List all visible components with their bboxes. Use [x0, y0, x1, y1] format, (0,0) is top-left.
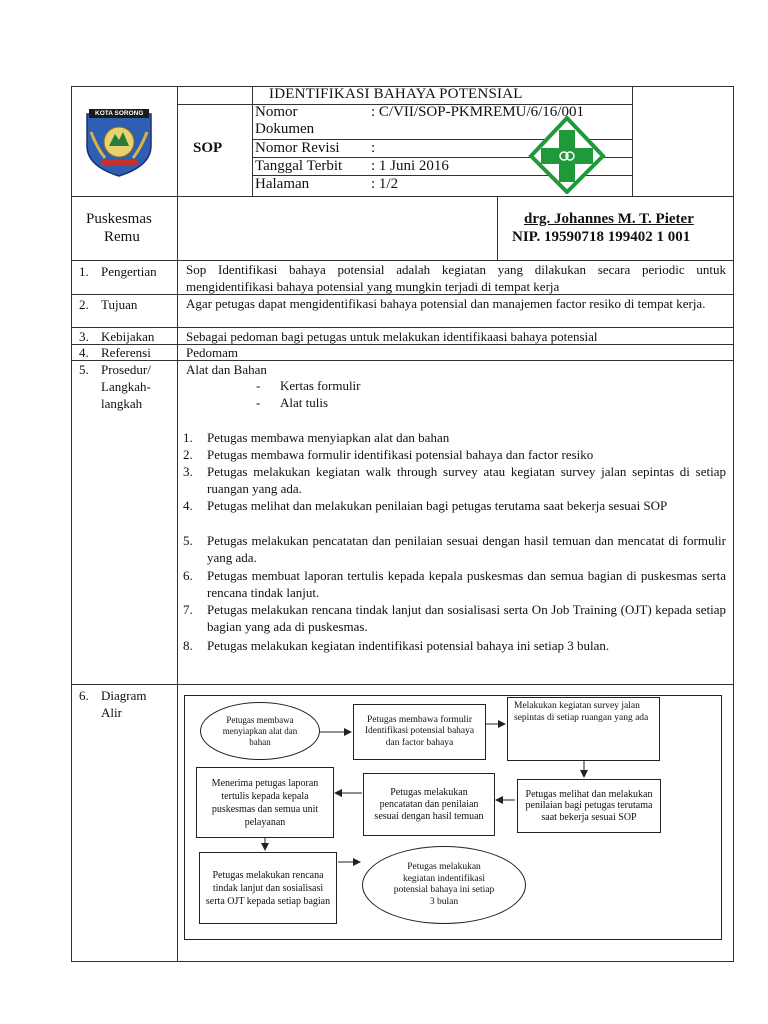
document-title: IDENTIFIKASI BAHAYA POTENSIAL — [269, 86, 523, 102]
section-text: Sebagai pedoman bagi petugas untuk melakukan identifikaasi bahaya potensial — [186, 329, 598, 344]
section-text: Pedomam — [186, 345, 238, 360]
field-label-tanggal-terbit: Tanggal Terbit — [255, 158, 343, 174]
flow-node: Petugas melihat dan melakukan penilaian bagi petugas terutama saat bekerja sesuai SOP — [517, 779, 661, 833]
field-label-nomor: Nomor — [255, 104, 298, 120]
section-label-line1: Diagram — [101, 688, 147, 703]
tools-bullet: - — [256, 378, 261, 393]
section-label-line1: Prosedur/ — [101, 362, 151, 377]
step-number: 1. — [183, 430, 193, 445]
flow-node: Petugas melakukan pencatatan dan penilaian sesuai dengan hasil temuan — [363, 773, 495, 836]
step-number: 4. — [183, 498, 193, 513]
step-text: Petugas membawa menyiapkan alat dan bahan — [207, 430, 450, 445]
section-text: Agar petugas dapat mengidentifikasi bahaya potensial dan manajemen factor resiko di tempat kerja. — [186, 296, 706, 311]
tools-heading: Alat dan Bahan — [186, 362, 267, 377]
org-name-line2: Remu — [104, 229, 140, 245]
flow-node: Melakukan kegiatan survey jalan sepintas di setiap ruangan yang ada — [507, 697, 660, 761]
step-number: 5. — [183, 533, 193, 548]
section-label: Tujuan — [101, 297, 138, 312]
signer-nip: NIP. 19590718 199402 1 001 — [512, 229, 691, 245]
section-text: Sop Identifikasi bahaya potensial adalah kegiatan yang dilakukan secara periodic untuk mengidentifikasi bahaya potensial yang mungkin terjadi di tempat kerja — [186, 262, 726, 294]
field-value-nomor-dokumen: : C/VII/SOP-PKMREMU/6/16/001 — [371, 104, 584, 120]
section-number: 6. — [79, 688, 89, 703]
field-label-dokumen: Dokumen — [255, 121, 315, 137]
section-label: Referensi — [101, 345, 151, 360]
signer-name: drg. Johannes M. T. Pieter — [524, 211, 694, 227]
tools-item: Kertas formulir — [280, 378, 361, 393]
flow-node-end: Petugas melakukan kegiatan indentifikasi potensial bahaya ini setiap 3 bulan — [362, 846, 526, 924]
flow-node: Petugas membawa formulir Identifikasi potensial bahaya dan factor bahaya — [353, 704, 486, 760]
logo-caption: KOTA SORONG — [95, 110, 144, 117]
step-number: 3. — [183, 464, 193, 479]
step-number: 8. — [183, 638, 193, 653]
step-text: Petugas melakukan kegiatan indentifikasi potensial bahaya ini setiap 3 bulan. — [207, 638, 610, 653]
field-value-tanggal-terbit: : 1 Juni 2016 — [371, 158, 449, 174]
flow-node: Petugas melakukan rencana tindak lanjut dan sosialisasi serta OJT kepada setiap bagian — [199, 852, 337, 924]
section-number: 2. — [79, 297, 89, 312]
step-text: Petugas melakukan rencana tindak lanjut dan sosialisasi serta On Job Training (OJT) kepada setiap bagian yang ada di puskesmas. — [207, 602, 726, 634]
flow-node: Menerima petugas laporan tertulis kepada kepala puskesmas dan semua unit pelayanan — [196, 767, 334, 838]
field-value-nomor-revisi: : — [371, 140, 376, 156]
flow-node-start: Petugas membawa menyiapkan alat dan bahan — [200, 702, 320, 760]
section-label: Kebijakan — [101, 329, 155, 344]
step-text: Petugas membuat laporan tertulis kepada kepala puskesmas dan semua bagian di puskesmas serta rencana tindak lanjut. — [207, 568, 726, 600]
section-number: 5. — [79, 362, 89, 377]
sop-label: SOP — [193, 140, 223, 156]
field-label-halaman: Halaman — [255, 176, 310, 192]
section-number: 3. — [79, 329, 89, 344]
tools-item: Alat tulis — [280, 395, 329, 410]
step-number: 2. — [183, 447, 193, 462]
section-number: 4. — [79, 345, 89, 360]
org-name-line1: Puskesmas — [86, 211, 152, 227]
field-value-halaman: : 1/2 — [371, 176, 399, 192]
section-label-line3: langkah — [101, 396, 143, 411]
section-label: Pengertian — [101, 264, 157, 279]
step-number: 6. — [183, 568, 193, 583]
section-number: 1. — [79, 264, 89, 279]
tools-bullet: - — [256, 395, 261, 410]
step-text: Petugas membawa formulir identifikasi potensial bahaya dan factor resiko — [207, 447, 594, 462]
section-label-line2: Langkah- — [101, 379, 151, 394]
field-label-nomor-revisi: Nomor Revisi — [255, 140, 340, 156]
section-label-line2: Alir — [101, 705, 122, 720]
step-text: Petugas melakukan kegiatan walk through survey atau kegiatan survey jalan sepintas di setiap ruangan yang ada. — [207, 464, 726, 496]
step-text: Petugas melihat dan melakukan penilaian bagi petugas terutama saat bekerja sesuai SOP — [207, 498, 668, 513]
step-number: 7. — [183, 602, 193, 617]
step-text: Petugas melakukan pencatatan dan penilaian sesuai dengan hasil temuan dan mencatat di formulir yang ada. — [207, 533, 726, 565]
